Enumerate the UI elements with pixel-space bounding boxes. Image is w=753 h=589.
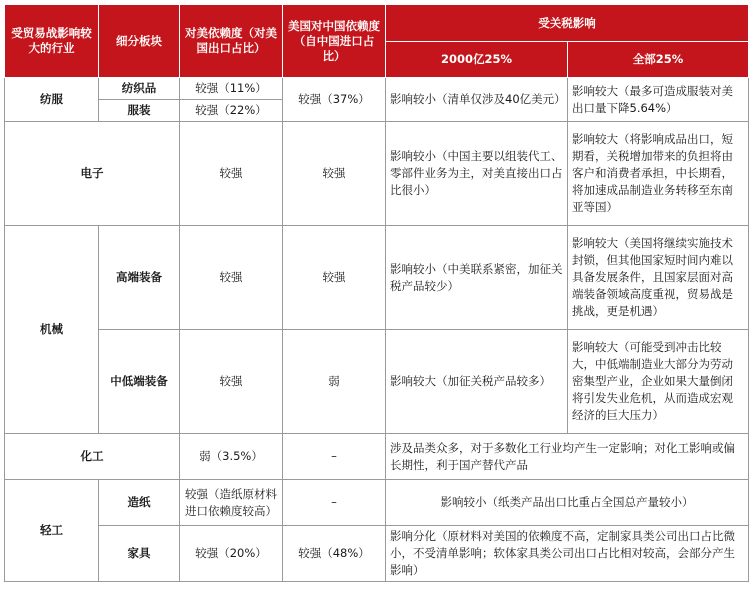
impact-chemical: 涉及品类众多，对于多数化工行业均产生一定影响；对化工影响或偏长期性，利于国产替代产品: [386, 434, 749, 480]
us-dep-textile: 较强（37%）: [283, 78, 386, 122]
impact-all-high-end: 影响较大（美国将继续实施技术封锁，但其他国家短时间内难以具备发展条件，且国家层面对高端装备领域高度重视，贸易战是挑战，更是机遇）: [568, 226, 749, 330]
header-industry: 受贸易战影响较大的行业: [5, 5, 99, 78]
industry-textile: 纺服: [5, 78, 99, 122]
us-dep-furniture: 较强（48%）: [283, 526, 386, 582]
header-us-dependency: 美国对中国依赖度（自中国进口占比）: [283, 5, 386, 78]
dep-high-end: 较强: [180, 226, 283, 330]
segment-apparel: 服装: [99, 100, 180, 122]
segment-textiles: 纺织品: [99, 78, 180, 100]
table-row: [5, 330, 749, 434]
dep-paper: 较强（造纸原材料进口依赖度较高）: [180, 480, 283, 526]
impact-paper: 影响较小（纸类产品出口比重占全国总产量较小）: [386, 480, 749, 526]
header-export-dependency: 对美依赖度（对美国出口占比）: [180, 5, 283, 78]
industry-light: 轻工: [5, 480, 99, 582]
dep-apparel: 较强（22%）: [180, 100, 283, 122]
table-row: [5, 122, 749, 226]
table-row: [5, 434, 749, 480]
header-row: [5, 5, 749, 42]
segment-furniture: 家具: [99, 526, 180, 582]
us-dep-electronics: 较强: [283, 122, 386, 226]
header-2000-25: 2000亿25%: [386, 42, 568, 78]
dep-electronics: 较强: [180, 122, 283, 226]
table-row: [5, 226, 749, 330]
impact-2000-textile: 影响较小（清单仅涉及40亿美元）: [386, 78, 568, 122]
industry-electronics: 电子: [5, 122, 180, 226]
impact-all-textile: 影响较大（最多可造成服装对美出口量下降5.64%）: [568, 78, 749, 122]
header-segment: 细分板块: [99, 5, 180, 78]
table-row: [5, 526, 749, 582]
impact-all-mid-low-end: 影响较大（可能受到冲击比较大，中低端制造业大部分为劳动密集型产业，企业如果大量倒闭将引发失业危机，从而造成宏观经济的巨大压力）: [568, 330, 749, 434]
industry-machinery: 机械: [5, 226, 99, 434]
impact-furniture: 影响分化（原材料对美国的依赖度不高，定制家具类公司出口占比微小，不受清单影响；软体家具类公司出口占比相对较高，会部分产生影响）: [386, 526, 749, 582]
tariff-impact-table: [4, 4, 749, 582]
segment-mid-low-end: 中低端装备: [99, 330, 180, 434]
table-row: [5, 480, 749, 526]
impact-2000-mid-low-end: 影响较大（加征关税产品较多）: [386, 330, 568, 434]
us-dep-high-end: 较强: [283, 226, 386, 330]
us-dep-mid-low-end: 弱: [283, 330, 386, 434]
table-row: [5, 78, 749, 100]
impact-all-electronics: 影响较大（将影响成品出口，短期看，关税增加带来的负担将由客户和消费者承担，中长期看，将加速成品制造业务转移至东南亚等国）: [568, 122, 749, 226]
header-tariff-impact: 受关税影响: [386, 5, 749, 42]
header-all-25: 全部25%: [568, 42, 749, 78]
dep-furniture: 较强（20%）: [180, 526, 283, 582]
segment-high-end: 高端装备: [99, 226, 180, 330]
industry-chemical: 化工: [5, 434, 180, 480]
dep-chemical: 弱（3.5%）: [180, 434, 283, 480]
segment-paper: 造纸: [99, 480, 180, 526]
impact-2000-high-end: 影响较小（中美联系紧密，加征关税产品较少）: [386, 226, 568, 330]
impact-2000-electronics: 影响较小（中国主要以组装代工、零部件业务为主，对美直接出口占比很小）: [386, 122, 568, 226]
dep-mid-low-end: 较强: [180, 330, 283, 434]
us-dep-paper: –: [283, 480, 386, 526]
dep-textiles: 较强（11%）: [180, 78, 283, 100]
us-dep-chemical: –: [283, 434, 386, 480]
